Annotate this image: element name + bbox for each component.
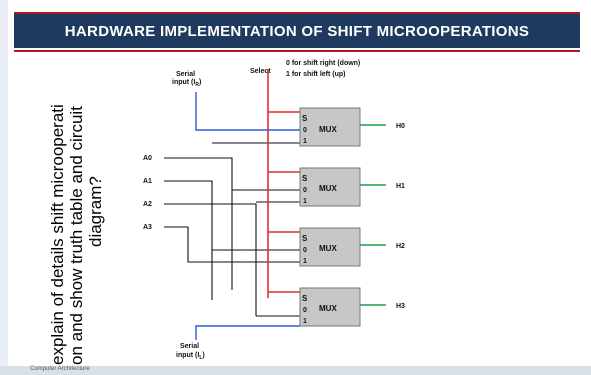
- mux-1-label: MUX: [319, 184, 337, 193]
- select-bus: [268, 70, 300, 298]
- input-label-a1: A1: [143, 178, 152, 185]
- serial-input-r-label-1: Serial: [176, 71, 196, 78]
- mux-2-in1: 1: [303, 258, 307, 265]
- mux-2: [300, 228, 360, 266]
- select-option-0: 0 for shift right (down): [286, 60, 361, 67]
- wire-a2: [164, 204, 256, 316]
- input-label-a3: A3: [143, 224, 152, 231]
- footer-bar: [0, 366, 591, 375]
- mux-0-label: MUX: [319, 125, 337, 134]
- question-line-1: explain of details shift microoperati: [48, 104, 67, 365]
- mux-3-select-pin: S: [302, 294, 308, 303]
- mux-0-in0: 0: [303, 127, 307, 134]
- select-label: Select: [250, 68, 271, 75]
- output-label-h2: H2: [396, 243, 405, 250]
- mux-1-in1: 1: [303, 198, 307, 205]
- output-label-h3: H3: [396, 303, 405, 310]
- slide-title: HARDWARE IMPLEMENTATION OF SHIFT MICROOPERATIONS: [64, 22, 530, 40]
- serial-input-r-wire: [196, 92, 300, 130]
- mux-0: [300, 108, 360, 146]
- mux-0-select-pin: S: [302, 114, 308, 123]
- output-label-h1: H1: [396, 183, 405, 190]
- mux-3-in0: 0: [303, 307, 307, 314]
- mux-3-in1: 1: [303, 318, 307, 325]
- output-label-h0: H0: [396, 123, 405, 130]
- mux-1-in0: 0: [303, 187, 307, 194]
- serial-input-l-wire: [196, 326, 300, 340]
- serial-input-r-label-2: input $(I_R)$: [172, 79, 202, 88]
- question-line-2: on and show truth table and circuit: [67, 106, 86, 365]
- mux-1-select-pin: S: [302, 174, 308, 183]
- mux-2-select-pin: S: [302, 234, 308, 243]
- serial-input-l-label-1: Serial: [180, 343, 200, 350]
- mux-2-label: MUX: [319, 244, 337, 253]
- mux-3-label: MUX: [319, 304, 337, 313]
- mux-2-in0: 0: [303, 247, 307, 254]
- output-wires: [360, 125, 386, 305]
- mux-3: [300, 288, 360, 326]
- wire-a0: [164, 158, 232, 290]
- input-label-a2: A2: [143, 201, 152, 208]
- mux-0-in1: 1: [303, 138, 307, 145]
- serial-input-l-label-2: input $(I_L)$: [176, 352, 205, 361]
- input-label-a0: A0: [143, 155, 152, 162]
- question-line-3: diagram?: [86, 176, 105, 247]
- footer-text: Computer Architecture: [30, 366, 90, 372]
- select-option-1: 1 for shift left (up): [286, 71, 346, 78]
- mux-1: [300, 168, 360, 206]
- data-wires: [164, 143, 300, 316]
- question-overlay: [48, 35, 105, 365]
